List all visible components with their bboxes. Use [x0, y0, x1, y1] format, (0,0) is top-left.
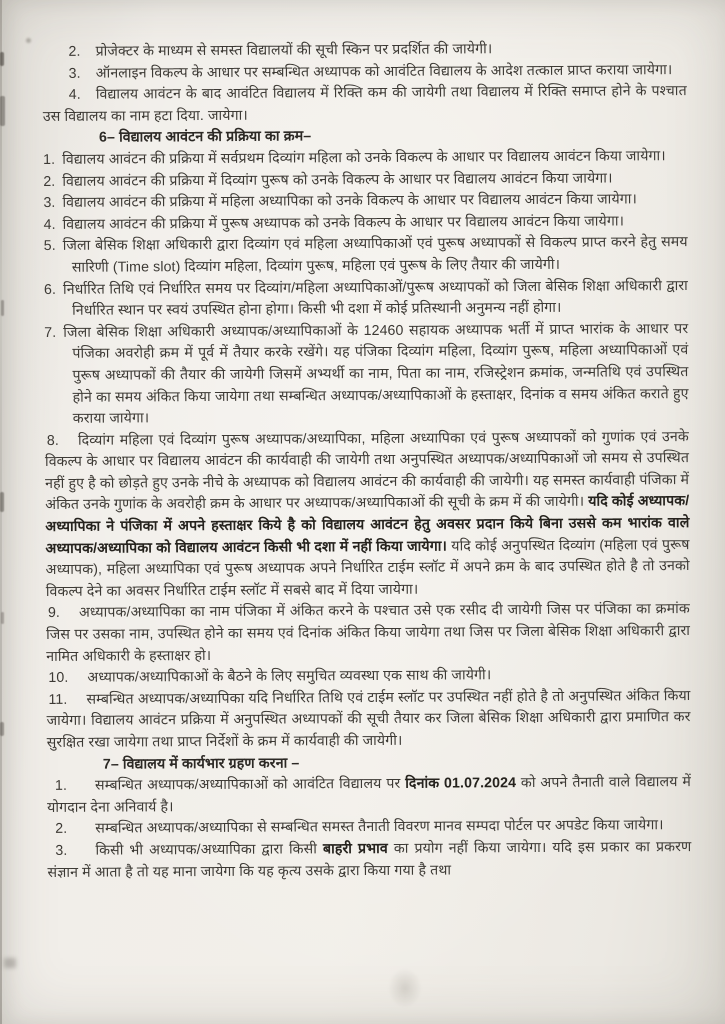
- paragraph-number: 10.: [48, 670, 69, 687]
- scan-artifact: [4, 958, 16, 968]
- paragraph: [46, 686, 690, 755]
- emphasized-text-run: दिनांक 01.07.2024: [405, 775, 517, 792]
- text-run: 7– विद्यालय में कार्यभार ग्रहण करना –: [102, 755, 300, 773]
- scan-artifact: [0, 722, 4, 736]
- paragraph-number: 3.: [55, 842, 68, 859]
- paragraph: [45, 427, 690, 604]
- text-run: निर्धारित तिथि एवं निर्धारित समय पर दिव्यांग/महिला अध्यापिकाओं/पुरूष अध्यापकों को जिला बेसिक शिक्षा अधिकारी द्वारा निर्धारित स्थान पर स्वयं उपस्थित होना होगा। किसी भी दशा में कोई प्रतिस्थानी अनुमन्य नहीं होगा।: [62, 277, 688, 319]
- paragraph: [44, 232, 688, 279]
- text-run: जिला बेसिक शिक्षा अधिकारी अध्यापक/अध्यापिकाओं के 12460 सहायक अध्यापक भर्ती में प्राप्त भारांक के आधार पर पंजिका अवरोही क्रम में पूर्व में तैयार करके रखेंगे। यह पंजिका दिव्यांग महिला, दिव्यांग पुरूष, महिला अध्यापिकाओं एवं पुरूष अध्यापकों की तैयार की जायेगी जिसमें अभ्यर्थी का नाम, पिता का नाम, रजिस्ट्रेशन क्रमांक, जन्मतिथि एवं उपस्थित होने का समय अंकित किया जायेगा तथा सम्बन्धित अध्यापक/अध्यापिकाओं के हस्ताक्षर, दिनांक व समय अंकित कराते हुए कराया जायेगा।: [63, 320, 689, 427]
- paragraph-number: 6.: [43, 281, 57, 298]
- paragraph: [46, 599, 690, 668]
- scan-artifact: [26, 38, 31, 43]
- scan-artifact: [0, 52, 4, 66]
- text-run: 6– विद्यालय आवंटन की प्रक्रिया का क्रम–: [98, 128, 312, 147]
- text-run: किसी भी अध्यापक/अध्यापिका द्वारा किसी: [95, 841, 323, 859]
- paragraph-number: 4.: [43, 216, 56, 233]
- paragraph-number: 9.: [47, 605, 61, 622]
- paragraph-number: 2.: [68, 43, 81, 60]
- text-run: विद्यालय आवंटन के बाद आवंटित विद्यालय में रिक्ति कम की जायेगी तथा विद्यालय में रिक्ति समाप्त होने के पश्चात उस विद्यालय का नाम हटा दिया. जायेगा।: [42, 83, 687, 125]
- paragraph-number: 7.: [44, 324, 57, 341]
- paragraph: [44, 276, 688, 323]
- text-run: जिला बेसिक शिक्षा अधिकारी द्वारा दिव्यांग एवं महिला अध्यापिकाओं एवं पुरूष अध्यापकों से विकल्प प्राप्त करने हेतु समय सारिणी (Time slot) दिव्यांग महिला, दिव्यांग पुरूष, महिला एवं पुरूष के लिए तैयार की जायेगी।: [62, 234, 688, 276]
- paragraph-number: 11.: [48, 691, 68, 708]
- text-run: यदि कोई अनुपस्थित दिव्यांग (महिला एवं पुरूष अध्यापक), महिला अध्यापिका एवं पुरूष अध्यापक अपने निर्धारित टाईम स्लॉट में अपने क्रम के बाद उपस्थित होते है तो उनको विकल्प देने का अवसर निर्धारित टाईम स्लॉट में सबसे बाद में दिया जायेगा।: [45, 536, 690, 600]
- left-edge-shadow: [0, 0, 2, 1024]
- text-run: अध्यापक/अध्यापिकाओं के बैठने के लिए समुचित व्यवस्था एक साथ की जायेगी।: [87, 667, 492, 686]
- text-run: विद्यालय आवंटन की प्रक्रिया में पुरूष अध्यापक को उनके विकल्प के आधार पर विद्यालय आवंटन किया जायेगा।: [62, 213, 625, 233]
- emphasized-text-run: यदि कोई अध्यापक/अध्यापिका ने पंजिका में अपने हस्ताक्षर किये है को विद्यालय आवंटन हेतु अवसर प्रदान किये बिना उससे कम भारांक वाले अध्यापक/अध्यापिका को विद्यालय आवंटन किसी भी दशा में नहीं किया जायेगा।: [45, 493, 690, 557]
- paragraph-number: 4.: [68, 86, 81, 104]
- text-run: विद्यालय आवंटन की प्रक्रिया में सर्वप्रथम दिव्यांग महिला को उनके विकल्प के आधार पर विद्यालय आवंटन किया जायेगा।: [62, 148, 666, 168]
- emphasized-text-run: बाहरी प्रभाव: [322, 840, 388, 858]
- text-run: सम्बन्धित अध्यापक/अध्यापिका यदि निर्धारित तिथि एवं टाईम स्लॉट पर उपस्थित नहीं होते है तो अनुपस्थित अंकित किया जायेगा। विद्यालय आवंटन प्रक्रिया में अनुपस्थित अध्यापकों की सूची तैयार कर जिला बेसिक शिक्षा अधिकारी द्वारा प्रमाणित कर सुरक्षित रखा जायेगा तथा प्राप्त निर्देशों के क्रम में कार्यवाही की जायेगी।: [46, 687, 691, 751]
- paragraph: [44, 319, 689, 431]
- text-run: सम्बन्धित अध्यापक/अध्यापिका से सम्बन्धित समस्त तैनाती विवरण मानव सम्पदा पोर्टल पर अपडेट किया जायेगा।: [95, 817, 664, 838]
- scan-artifact: [1, 300, 4, 316]
- text-run: दिव्यांग महिला एवं दिव्यांग पुरूष अध्यापक/अध्यापिका, महिला अध्यापिका एवं पुरूष अध्यापकों को गुणांक एवं उनके विकल्प के आधार पर विद्यालय आवंटन की कार्यवाही की जायेगी तथा अनुपस्थित अध्यापक/अध्यापिकाओं जो समय से उपस्थित नहीं हुए है को छोड़ते हुए उनके नीचे के अध्यापक को विद्यालय आवंटन की कार्यवाही की जायेगी। यह समस्त कार्यवाही पंजिका में अंकित उनके गुणांक के अवरोही क्रम के आधार पर अध्यापक/अध्यापिकाओं की सूची के क्रम में की जायेगी।: [44, 428, 690, 514]
- text-run: ऑनलाइन विकल्प के आधार पर सम्बन्धित अध्यापक को आवंटित विद्यालय के आदेश तत्काल प्राप्त कराया जायेगा।: [95, 61, 673, 82]
- text-run: विद्यालय आवंटन की प्रक्रिया में महिला अध्यापिका को उनके विकल्प के आधार पर विद्यालय आवंटन किया जायेगा।: [62, 191, 638, 212]
- scan-smudge: [388, 968, 422, 1008]
- paragraph-number: 2.: [55, 821, 68, 838]
- text-run: प्रोजेक्टर के माध्यम से समस्त विद्यालयों की सूची स्किन पर प्रदर्शित की जायेगी।: [95, 41, 493, 60]
- document-body: [42, 38, 691, 884]
- scan-artifact: [0, 492, 4, 512]
- paragraph: [47, 772, 691, 819]
- paragraph-number: 3.: [68, 65, 81, 82]
- text-run: अध्यापक/अध्यापिका का नाम पंजिका में अंकित करने के पश्चात उसे एक रसीद दी जायेगी जिस पर पंजिका का क्रमांक जिस पर उसका नाम, उपस्थित होने का समय एवं दिनांक अंकित किया जायेगा तथा जिस पर जिला बेसिक शिक्षा अधिकारी द्वारा नामित अधिकारी के हस्ताक्षर हो।: [46, 601, 691, 665]
- text-run: का प्रयोग नहीं किया जायेगा। यदि इस प्रकार का प्रकरण संज्ञान में आता है तो यह माना जायेगा कि यह कृत्य उसके द्वारा किया गया है तथा: [47, 838, 692, 881]
- scan-artifact: [1, 612, 4, 624]
- paragraph-number: 2.: [43, 173, 56, 190]
- paragraph-number: 8.: [46, 432, 59, 449]
- text-run: विद्यालय आवंटन की प्रक्रिया में दिव्यांग पुरूष को उनके विकल्प के आधार पर विद्यालय आवंटन किया जायेगा।: [62, 170, 613, 190]
- text-run: को अपने तैनाती वाले विद्यालय में योगदान देना अनिवार्य है।: [47, 774, 692, 816]
- paragraph-number: 3.: [43, 195, 56, 212]
- text-run: सम्बन्धित अध्यापक/अध्यापिकाओं को आवंटित विद्यालय पर: [94, 775, 406, 794]
- paragraph: [43, 81, 687, 128]
- paragraph-number: 1.: [43, 151, 56, 168]
- paragraph: [47, 837, 691, 884]
- scan-artifact: [0, 96, 5, 126]
- paragraph-number: 5.: [43, 238, 56, 255]
- paragraph-number: 1.: [54, 778, 68, 795]
